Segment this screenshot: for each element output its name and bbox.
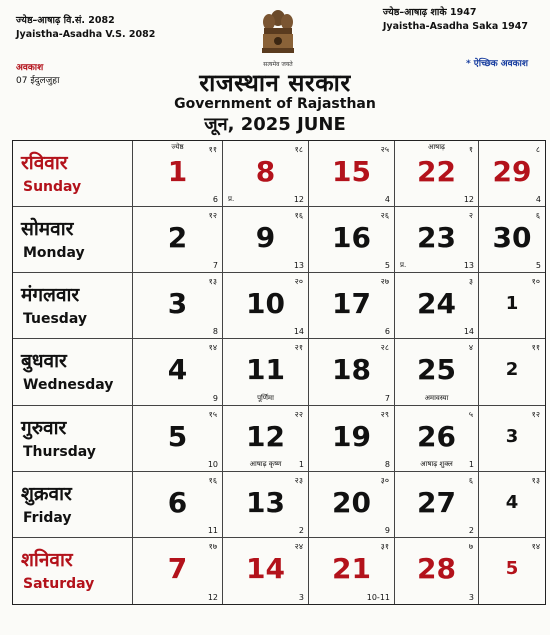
date-number: 25	[417, 353, 456, 387]
date-cell	[309, 538, 395, 604]
date-cell	[479, 141, 545, 207]
date-cell	[133, 273, 223, 339]
day-name-hindi: शुक्रवार	[21, 482, 72, 505]
day-name-hindi: मंगलवार	[21, 284, 80, 307]
pradosh-note: प्र.	[400, 261, 407, 270]
day-name-hindi: बुधवार	[21, 350, 67, 373]
tithi-number: २३	[294, 475, 303, 485]
date-number: 27	[417, 485, 456, 519]
tithi-number: १६	[294, 211, 303, 221]
day-name-cell	[13, 141, 133, 207]
state-emblem-icon	[258, 6, 298, 68]
date-number: 19	[332, 419, 371, 453]
date-cell	[479, 339, 545, 405]
date-number: 8	[255, 155, 276, 188]
day-name-cell	[13, 538, 133, 604]
date-cell	[133, 538, 223, 604]
nakshatra-number: 2	[298, 525, 304, 535]
tithi-note: पूर्णिमा	[257, 393, 274, 402]
nakshatra-number: 13	[463, 261, 474, 271]
nakshatra-number: 3	[298, 593, 304, 602]
date-cell	[479, 273, 545, 339]
date-number: 14	[246, 551, 285, 585]
tithi-number: २१	[294, 343, 303, 353]
day-name-cell	[13, 273, 133, 339]
nakshatra-number: 10	[207, 459, 218, 469]
date-cell	[223, 538, 309, 604]
date-cell	[395, 273, 479, 339]
header-right	[383, 6, 528, 34]
date-cell	[223, 207, 309, 273]
nakshatra-number: 6	[212, 195, 218, 205]
date-number: 6	[167, 485, 188, 519]
day-name-english: Wednesday	[23, 377, 114, 394]
tithi-number: १	[468, 145, 473, 154]
date-cell	[479, 472, 545, 538]
nakshatra-number: 9	[384, 525, 390, 535]
date-number: 30	[492, 221, 532, 255]
date-cell	[395, 207, 479, 273]
day-name-cell	[13, 406, 133, 472]
tithi-number: ११	[208, 145, 217, 154]
nakshatra-number: 10-11	[366, 593, 390, 602]
day-name-english: Tuesday	[23, 311, 87, 328]
date-cell	[223, 339, 309, 405]
date-number: 15	[332, 155, 371, 188]
tithi-number: ७	[468, 541, 473, 551]
header-right-hindi: ज्येष्ठ–आषाढ़ शाके 1947	[382, 7, 477, 18]
emblem-caption: सत्यमेव जयते	[263, 61, 293, 68]
date-number: 3	[505, 425, 519, 447]
date-cell	[479, 207, 545, 273]
header-left-hindi: ज्येष्ठ–आषाढ़ वि.सं. 2082	[16, 15, 115, 26]
nakshatra-number: 2	[468, 525, 474, 535]
date-number: 4	[505, 491, 519, 513]
tithi-number: २५	[380, 145, 389, 154]
day-name-cell	[13, 207, 133, 273]
nakshatra-number: 11	[207, 525, 218, 535]
tithi-number: १०	[531, 277, 540, 287]
date-cell	[479, 538, 545, 604]
nakshatra-number: 14	[463, 327, 474, 337]
tithi-number: ३१	[380, 541, 389, 551]
tithi-number: २	[468, 211, 473, 221]
date-number: 1	[167, 155, 188, 188]
nakshatra-number: 1	[468, 459, 474, 469]
date-number: 5	[167, 419, 188, 453]
nakshatra-number: 7	[212, 261, 218, 271]
tithi-number: १७	[208, 541, 217, 551]
date-cell	[223, 273, 309, 339]
holiday-label: अवकाश	[16, 63, 44, 73]
nakshatra-number: 6	[384, 327, 390, 337]
day-name-english: Thursday	[23, 443, 96, 460]
date-number: 23	[417, 221, 456, 255]
title-hindi: राजस्थान सरकार	[199, 69, 351, 97]
nakshatra-number: 13	[293, 261, 304, 271]
nakshatra-number: 3	[468, 593, 474, 602]
hindu-month-tag: आषाढ़	[428, 143, 445, 151]
nakshatra-number: 4	[384, 195, 390, 205]
tithi-number: १५	[208, 409, 217, 419]
date-number: 29	[492, 155, 532, 188]
date-cell	[223, 141, 309, 207]
day-name-english: Saturday	[23, 575, 95, 592]
date-number: 13	[246, 485, 285, 519]
nakshatra-number: 12	[207, 593, 218, 602]
nakshatra-number: 5	[535, 261, 541, 271]
date-cell	[133, 339, 223, 405]
tithi-number: ४	[468, 343, 473, 353]
tithi-number: १३	[208, 277, 217, 287]
nakshatra-number: 4	[535, 195, 541, 205]
date-cell	[395, 339, 479, 405]
date-number: 7	[167, 551, 188, 585]
day-name-cell	[13, 472, 133, 538]
tithi-number: २२	[294, 409, 303, 419]
header-left	[16, 14, 155, 42]
title-english: Government of Rajasthan	[174, 96, 376, 112]
date-number: 16	[332, 221, 371, 255]
day-name-english: Monday	[23, 245, 85, 262]
date-cell	[133, 406, 223, 472]
nakshatra-number: 12	[463, 195, 474, 205]
nakshatra-number: 1	[298, 459, 304, 469]
tithi-note: अमावस्या	[424, 393, 449, 402]
nakshatra-number: 7	[384, 393, 390, 403]
nakshatra-number: 12	[293, 195, 304, 205]
date-number: 26	[417, 419, 456, 453]
date-cell	[309, 406, 395, 472]
date-cell	[395, 472, 479, 538]
day-name-english: Sunday	[23, 179, 82, 195]
date-cell	[223, 472, 309, 538]
holiday-item: 07 ईदुलजुहा	[16, 76, 60, 86]
date-cell	[395, 406, 479, 472]
tithi-number: ११	[531, 343, 540, 353]
date-number: 21	[332, 551, 371, 585]
tithi-number: २७	[380, 277, 389, 287]
date-cell	[309, 273, 395, 339]
tithi-number: २०	[294, 277, 303, 287]
tithi-number: ३०	[380, 475, 389, 485]
date-number: 2	[505, 359, 519, 381]
tithi-number: २८	[380, 343, 389, 353]
date-cell	[133, 472, 223, 538]
header-right-english: Jyaistha-Asadha Saka 1947	[382, 21, 528, 32]
date-cell	[223, 406, 309, 472]
day-name-english: Friday	[23, 509, 72, 526]
date-number: 11	[246, 353, 285, 387]
date-number: 1	[505, 293, 519, 315]
tithi-number: १२	[531, 409, 540, 419]
date-number: 12	[246, 419, 285, 453]
date-number: 5	[505, 557, 519, 579]
date-cell	[309, 339, 395, 405]
date-cell	[395, 141, 479, 207]
tithi-number: २४	[294, 541, 303, 551]
optional-holiday-label: * ऐच्छिक अवकाश	[465, 59, 528, 69]
date-number: 22	[417, 155, 456, 188]
date-number: 28	[417, 551, 456, 585]
date-number: 20	[332, 485, 371, 519]
day-name-hindi: सोमवार	[21, 218, 74, 241]
date-cell	[395, 538, 479, 604]
nakshatra-number: 8	[212, 327, 218, 337]
tithi-number: १३	[531, 475, 540, 485]
nakshatra-number: 9	[212, 393, 218, 403]
nakshatra-number: 5	[384, 261, 390, 271]
tithi-number: २९	[380, 409, 389, 419]
tithi-number: २६	[380, 211, 389, 221]
tithi-number: ६	[535, 211, 540, 221]
month-title: जून, 2025 JUNE	[204, 114, 346, 135]
day-name-hindi: शनिवार	[21, 548, 73, 571]
tithi-note: आषाढ़ शुक्ल	[420, 459, 453, 468]
date-cell	[309, 472, 395, 538]
date-number: 24	[417, 287, 456, 321]
day-name-hindi: रविवार	[21, 152, 68, 174]
tithi-number: ५	[468, 409, 473, 419]
tithi-number: १२	[208, 211, 217, 221]
tithi-number: १४	[531, 541, 540, 551]
tithi-number: १६	[208, 475, 217, 485]
date-number: 18	[332, 353, 371, 387]
date-cell	[309, 207, 395, 273]
date-number: 4	[167, 353, 188, 387]
day-name-hindi: गुरुवार	[21, 416, 67, 439]
date-number: 2	[167, 221, 188, 255]
nakshatra-number: 8	[384, 459, 390, 469]
tithi-number: १८	[294, 145, 303, 154]
date-number: 3	[167, 287, 188, 321]
calendar-grid	[12, 140, 546, 605]
tithi-number: ८	[535, 145, 540, 154]
date-cell	[133, 141, 223, 207]
tithi-number: ६	[468, 475, 473, 485]
nakshatra-number: 14	[293, 327, 304, 337]
day-name-cell	[13, 339, 133, 405]
date-cell	[309, 141, 395, 207]
tithi-number: १४	[208, 343, 217, 353]
date-number: 10	[246, 287, 285, 321]
date-number: 9	[255, 221, 276, 255]
hindu-month-tag: ज्येष्ठ	[171, 143, 184, 151]
tithi-note: आषाढ़ कृष्ण	[249, 459, 282, 468]
date-cell	[479, 406, 545, 472]
header-left-english: Jyaistha-Asadha V.S. 2082	[16, 29, 156, 40]
date-number: 17	[332, 287, 371, 321]
tithi-number: ३	[468, 277, 473, 287]
date-cell	[133, 207, 223, 273]
pradosh-note: प्र.	[228, 195, 235, 204]
